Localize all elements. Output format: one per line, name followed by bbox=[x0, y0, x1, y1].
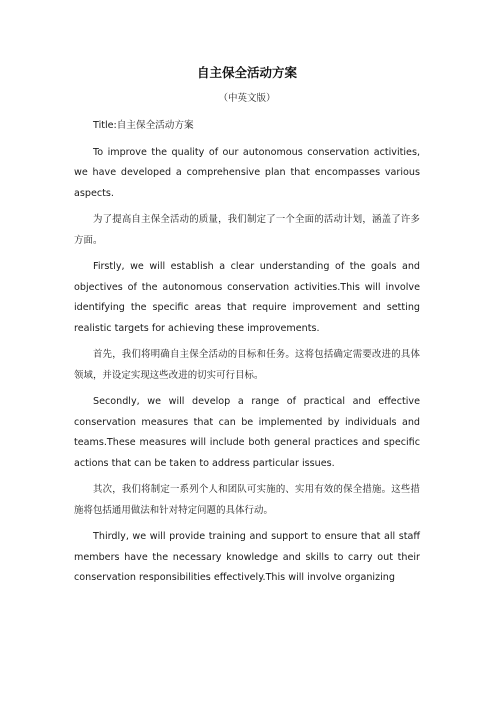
paragraph-title-line: Title:自主保全活动方案 bbox=[93, 120, 194, 131]
document-subtitle: （中英文版） bbox=[218, 93, 276, 104]
paragraph-first-cn: 首先，我们将明确自主保全活动的目标和任务。这将包括确定需要改进的具体领域，并设定实现这些改进的切实可行目标。 bbox=[74, 349, 420, 381]
paragraph-third-en: Thirdly, we will provide training and support to ensure that all staff members have the necessary knowledge and skills to carry out their conservation responsibilities effectively.This will involve organizing bbox=[74, 531, 420, 583]
paragraph-intro-cn: 为了提高自主保全活动的质量，我们制定了一个全面的活动计划，涵盖了许多方面。 bbox=[74, 214, 420, 246]
paragraph-intro-en: To improve the quality of our autonomous conservation activities, we have developed a comprehensive plan that encompasses various aspects. bbox=[74, 146, 420, 199]
document-body bbox=[74, 64, 420, 595]
paragraph-first-en: Firstly, we will establish a clear understanding of the goals and objectives of the autonomous conservation activities.This will involve identifying the specific areas that require improvement and setting realistic targets for achieving these improvements. bbox=[74, 261, 420, 334]
paragraph-second-en: Secondly, we will develop a range of practical and effective conservation measures that can be implemented by individuals and teams.These measures will include both general practices and specific actions that can be taken to address particular issues. bbox=[74, 396, 420, 469]
document-title: 自主保全活动方案 bbox=[196, 65, 297, 80]
paragraph-second-cn: 其次，我们将制定一系列个人和团队可实施的、实用有效的保全措施。这些措施将包括通用做法和针对特定问题的具体行动。 bbox=[74, 484, 420, 516]
